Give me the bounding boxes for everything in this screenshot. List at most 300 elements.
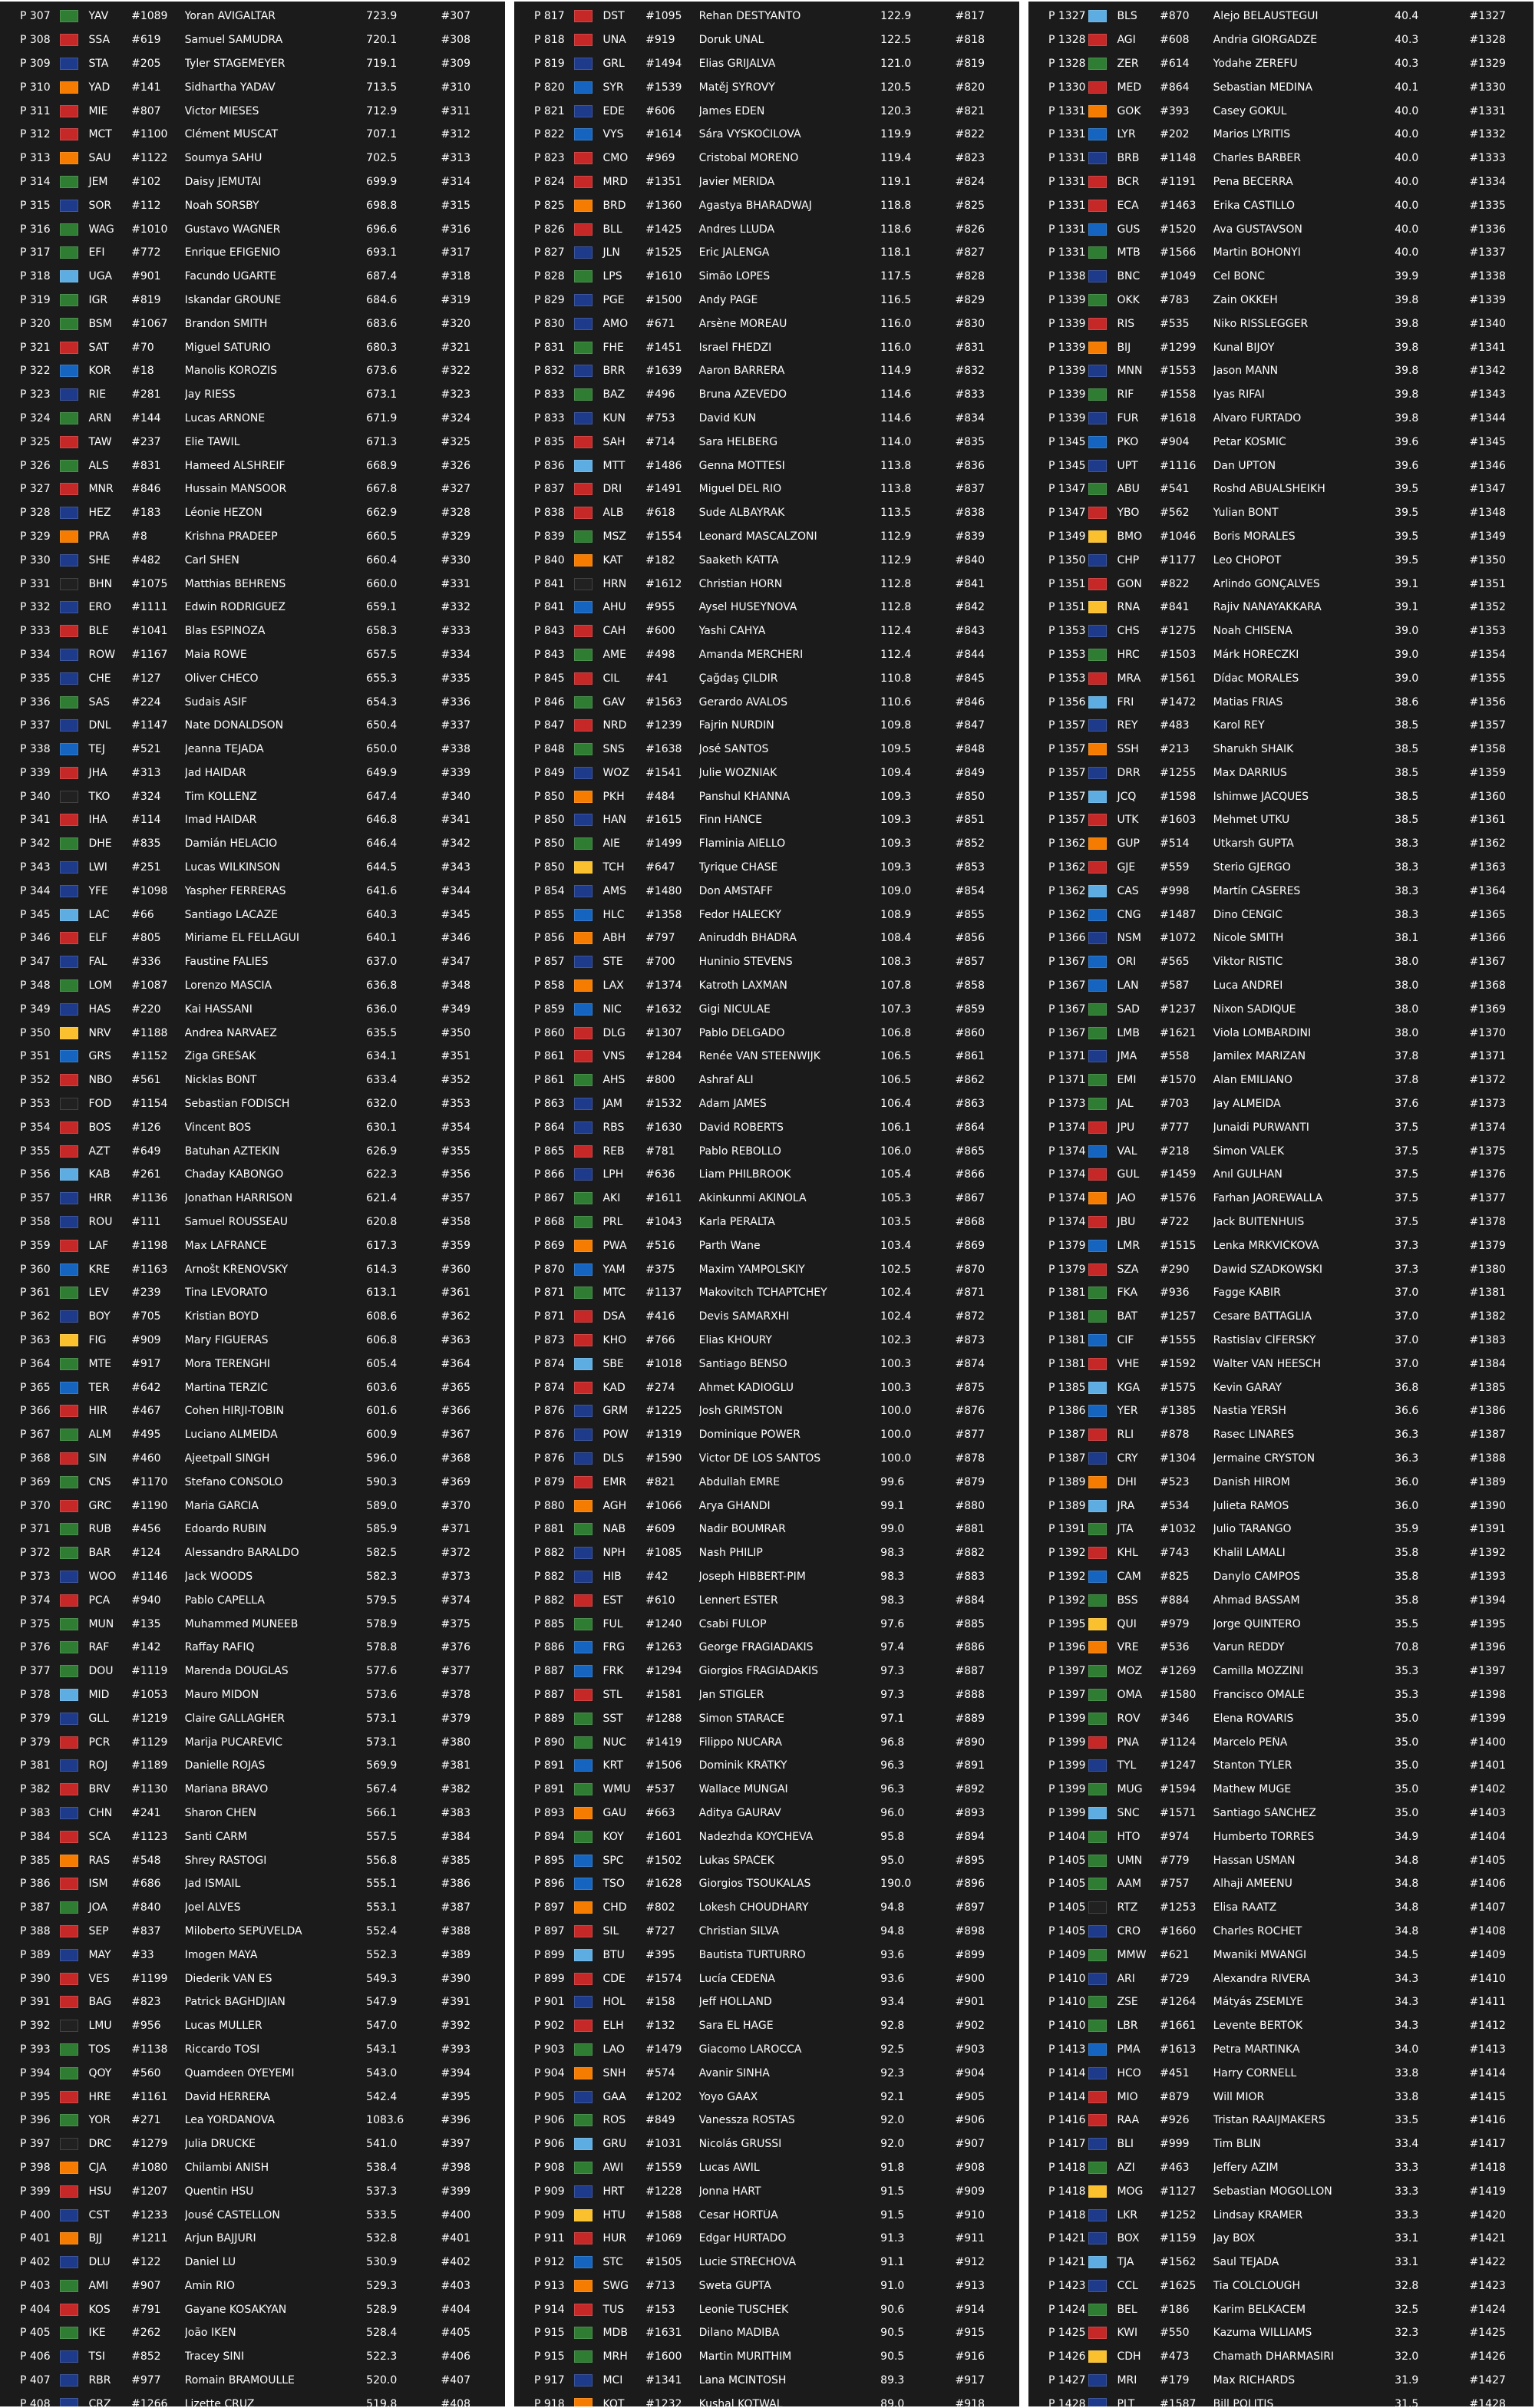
player-name: Charles BARBER xyxy=(1213,152,1301,165)
table-row xyxy=(514,1163,1019,1187)
place-label: P 370 xyxy=(20,1499,51,1512)
player-number: #261 xyxy=(131,1168,161,1181)
country-flag-icon xyxy=(1088,1571,1107,1583)
country-code: SAT xyxy=(88,341,109,354)
place-label: P 365 xyxy=(20,1381,51,1394)
table-row xyxy=(0,1470,505,1494)
player-rank: #315 xyxy=(441,199,470,212)
player-score: 100.3 xyxy=(880,1381,912,1394)
table-row xyxy=(514,335,1019,359)
place-label: P 1391 xyxy=(1048,1523,1086,1536)
table-row xyxy=(0,1754,505,1778)
player-name: Luciano ALMEIDA xyxy=(184,1429,278,1442)
country-code: ROU xyxy=(88,1216,113,1229)
country-code: CRY xyxy=(1117,1452,1138,1465)
player-name: Edoardo RUBIN xyxy=(184,1523,267,1536)
table-row xyxy=(1028,2227,1533,2251)
country-flag-icon xyxy=(574,1878,593,1890)
table-row xyxy=(0,2321,505,2345)
country-code: AGI xyxy=(1117,34,1136,47)
flag-cell xyxy=(574,1240,600,1252)
flag-cell xyxy=(574,719,600,732)
flag-cell xyxy=(574,1500,600,1512)
player-rank: #817 xyxy=(955,10,985,23)
player-name: Muhammed MUNEEB xyxy=(184,1617,299,1630)
player-rank: #1343 xyxy=(1469,388,1506,401)
place-label: P 908 xyxy=(534,2161,565,2174)
player-name: Jorge QUINTERO xyxy=(1213,1617,1301,1630)
player-name: Mary FIGUERAS xyxy=(184,1334,269,1347)
player-name: Nate DONALDSON xyxy=(184,719,284,732)
player-name: Mehmet UTKU xyxy=(1213,814,1290,827)
place-label: P 385 xyxy=(20,1854,51,1867)
place-label: P 1357 xyxy=(1048,766,1086,779)
flag-cell xyxy=(574,1027,600,1039)
flag-cell xyxy=(1088,767,1114,779)
player-number: #757 xyxy=(1160,1878,1190,1891)
country-flag-icon xyxy=(1088,767,1107,779)
player-number: #1087 xyxy=(131,979,168,993)
table-row xyxy=(1028,2297,1533,2321)
country-flag-icon xyxy=(574,1759,593,1772)
flag-cell xyxy=(1088,318,1114,330)
country-code: SWG xyxy=(602,2279,629,2292)
table-row xyxy=(0,1920,505,1944)
player-number: #561 xyxy=(131,1074,161,1087)
flag-cell xyxy=(60,1973,86,1985)
player-name: James EDEN xyxy=(698,104,765,117)
country-flag-icon xyxy=(574,460,593,472)
player-name: Diederik VAN ES xyxy=(184,1972,272,1985)
country-code: TAW xyxy=(88,435,112,448)
table-row xyxy=(1028,1021,1533,1045)
player-name: Hassan USMAN xyxy=(1213,1854,1296,1867)
country-code: MAY xyxy=(88,1948,111,1961)
place-label: P 335 xyxy=(20,672,51,685)
player-number: #1240 xyxy=(645,1617,682,1630)
flag-cell xyxy=(60,1121,86,1134)
player-score: 40.0 xyxy=(1395,199,1419,212)
country-flag-icon xyxy=(1088,530,1107,543)
player-score: 39.8 xyxy=(1395,341,1419,354)
country-code: UPT xyxy=(1117,459,1138,472)
player-rank: #917 xyxy=(955,2374,985,2387)
country-code: KHL xyxy=(1117,1547,1138,1560)
player-name: Mauro MIDON xyxy=(184,1688,259,1701)
table-row xyxy=(1028,1069,1533,1092)
player-number: #1532 xyxy=(645,1098,682,1111)
country-code: ROW xyxy=(88,648,116,661)
player-number: #1130 xyxy=(131,1783,168,1796)
country-flag-icon xyxy=(1088,388,1107,401)
flag-cell xyxy=(60,791,86,803)
country-flag-icon xyxy=(574,649,593,661)
player-score: 106.5 xyxy=(880,1074,912,1087)
player-rank: #1383 xyxy=(1469,1334,1506,1347)
table-row xyxy=(514,2321,1019,2345)
country-code: AWI xyxy=(602,2161,624,2174)
player-number: #753 xyxy=(645,411,675,424)
flag-cell xyxy=(60,1759,86,1772)
place-label: P 891 xyxy=(534,1783,565,1796)
place-label: P 314 xyxy=(20,175,51,188)
player-rank: #1394 xyxy=(1469,1594,1506,1607)
flag-cell xyxy=(574,2114,600,2126)
table-row xyxy=(0,335,505,359)
country-code: PLT xyxy=(1117,2397,1135,2406)
player-score: 112.9 xyxy=(880,553,912,566)
player-rank: #351 xyxy=(441,1050,470,1063)
player-number: #636 xyxy=(645,1168,675,1181)
flag-cell xyxy=(574,2327,600,2339)
country-flag-icon xyxy=(574,625,593,637)
country-code: EMI xyxy=(1117,1074,1137,1087)
flag-cell xyxy=(1088,1027,1114,1039)
player-number: #766 xyxy=(645,1334,675,1347)
player-rank: #372 xyxy=(441,1547,470,1560)
player-number: #1294 xyxy=(645,1665,682,1678)
table-row xyxy=(514,1376,1019,1399)
player-rank: #843 xyxy=(955,625,985,638)
flag-cell xyxy=(574,1168,600,1181)
country-code: RIF xyxy=(1117,388,1134,401)
player-name: Leonie TUSCHEK xyxy=(698,2303,789,2316)
player-score: 538.4 xyxy=(366,2161,398,2174)
player-score: 93.6 xyxy=(880,1948,905,1961)
player-name: Giacomo LAROCCA xyxy=(698,2043,802,2056)
player-name: Simon STARACE xyxy=(698,1712,784,1725)
place-label: P 358 xyxy=(20,1216,51,1229)
country-flag-icon xyxy=(1088,1121,1107,1134)
player-score: 33.5 xyxy=(1395,2114,1419,2127)
place-label: P 901 xyxy=(534,1996,565,2009)
player-rank: #892 xyxy=(955,1783,985,1796)
country-flag-icon xyxy=(1088,625,1107,637)
player-number: #956 xyxy=(131,2020,161,2033)
flag-cell xyxy=(60,1098,86,1110)
flag-cell xyxy=(60,270,86,282)
country-flag-icon xyxy=(574,1192,593,1204)
country-code: RIE xyxy=(88,388,107,401)
flag-cell xyxy=(1088,1358,1114,1370)
player-name: Dídac MORALES xyxy=(1213,672,1299,685)
flag-cell xyxy=(1088,2256,1114,2268)
country-code: JPU xyxy=(1117,1121,1135,1134)
player-rank: #318 xyxy=(441,270,470,283)
player-score: 109.5 xyxy=(880,743,912,756)
player-number: #1031 xyxy=(645,2138,682,2151)
table-row xyxy=(1028,1257,1533,1281)
player-score: 122.5 xyxy=(880,34,912,47)
country-flag-icon xyxy=(574,2114,593,2126)
player-score: 693.1 xyxy=(366,246,398,259)
table-row xyxy=(0,1329,505,1353)
place-label: P 1418 xyxy=(1048,2185,1086,2198)
player-score: 100.3 xyxy=(880,1357,912,1370)
player-score: 107.3 xyxy=(880,1003,912,1016)
country-flag-icon xyxy=(1088,1855,1107,1867)
player-number: #1237 xyxy=(1160,1003,1197,1016)
player-rank: #327 xyxy=(441,483,470,496)
flag-cell xyxy=(1088,1925,1114,1937)
country-flag-icon xyxy=(574,365,593,377)
table-row xyxy=(1028,1636,1533,1660)
flag-cell xyxy=(574,2398,600,2406)
player-number: #1053 xyxy=(131,1688,168,1701)
player-number: #618 xyxy=(645,507,675,520)
country-flag-icon xyxy=(574,1121,593,1134)
player-number: #1580 xyxy=(1160,1688,1197,1701)
place-label: P 334 xyxy=(20,648,51,661)
country-flag-icon xyxy=(60,1145,78,1158)
flag-cell xyxy=(574,2304,600,2316)
table-row xyxy=(0,501,505,525)
country-code: MSZ xyxy=(602,530,627,543)
place-label: P 914 xyxy=(534,2303,565,2316)
country-code: HOL xyxy=(602,1996,626,2009)
player-score: 39.5 xyxy=(1395,530,1419,543)
place-label: P 1362 xyxy=(1048,837,1086,851)
player-number: #1463 xyxy=(1160,199,1197,212)
country-flag-icon xyxy=(60,1783,78,1795)
player-number: #846 xyxy=(131,483,161,496)
country-code: LAF xyxy=(88,1239,109,1252)
place-label: P 1389 xyxy=(1048,1499,1086,1512)
country-flag-icon xyxy=(1088,601,1107,613)
flag-cell xyxy=(1088,1382,1114,1394)
country-code: GLL xyxy=(88,1712,109,1725)
player-score: 528.9 xyxy=(366,2303,398,2316)
player-name: Tia COLCLOUGH xyxy=(1213,2279,1301,2292)
table-row xyxy=(1028,1470,1533,1494)
player-number: #1487 xyxy=(1160,908,1197,921)
player-rank: #830 xyxy=(955,317,985,330)
country-flag-icon xyxy=(574,814,593,826)
country-code: RBS xyxy=(602,1121,625,1134)
player-name: Lucas ARNONE xyxy=(184,411,266,424)
player-score: 34.0 xyxy=(1395,2043,1419,2056)
player-number: #1499 xyxy=(645,837,682,851)
place-label: P 360 xyxy=(20,1263,51,1276)
country-flag-icon xyxy=(60,2067,78,2079)
player-number: #1177 xyxy=(1160,553,1197,566)
player-name: Santiago BENSO xyxy=(698,1357,787,1370)
table-row xyxy=(514,784,1019,808)
place-label: P 1404 xyxy=(1048,1830,1086,1843)
player-number: #1638 xyxy=(645,743,682,756)
place-label: P 1331 xyxy=(1048,175,1086,188)
country-code: GAU xyxy=(602,1806,627,1819)
player-name: Julieta RAMOS xyxy=(1213,1499,1289,1512)
player-rank: #891 xyxy=(955,1759,985,1772)
country-code: KOS xyxy=(88,2303,111,2316)
player-rank: #1382 xyxy=(1469,1310,1506,1323)
table-row xyxy=(0,1352,505,1376)
player-name: Andy PAGE xyxy=(698,293,758,306)
country-code: JAL xyxy=(1117,1098,1134,1111)
place-label: P 839 xyxy=(534,530,565,543)
country-flag-icon xyxy=(1088,554,1107,566)
table-row xyxy=(1028,265,1533,289)
flag-cell xyxy=(574,105,600,117)
player-name: Matthias BEHRENS xyxy=(184,577,286,590)
flag-cell xyxy=(1088,1878,1114,1890)
player-score: 37.5 xyxy=(1395,1192,1419,1205)
player-score: 39.9 xyxy=(1395,270,1419,283)
flag-cell xyxy=(60,1500,86,1512)
country-flag-icon xyxy=(574,2091,593,2103)
place-label: P 831 xyxy=(534,341,565,354)
country-code: FKA xyxy=(1117,1287,1138,1300)
place-label: P 315 xyxy=(20,199,51,212)
player-rank: #1339 xyxy=(1469,293,1506,306)
country-code: AMS xyxy=(602,884,626,897)
player-rank: #1409 xyxy=(1469,1948,1506,1961)
flag-cell xyxy=(60,2114,86,2126)
place-label: P 1351 xyxy=(1048,577,1086,590)
player-rank: #838 xyxy=(955,507,985,520)
country-code: JHA xyxy=(88,766,107,779)
place-label: P 330 xyxy=(20,553,51,566)
player-score: 32.0 xyxy=(1395,2350,1419,2363)
player-rank: #348 xyxy=(441,979,470,993)
player-score: 606.8 xyxy=(366,1334,398,1347)
place-label: P 843 xyxy=(534,625,565,638)
player-score: 608.6 xyxy=(366,1310,398,1323)
player-number: #274 xyxy=(645,1381,675,1394)
player-number: #8 xyxy=(131,530,147,543)
player-rank: #842 xyxy=(955,601,985,614)
country-flag-icon xyxy=(1088,956,1107,968)
country-code: CST xyxy=(88,2208,110,2221)
flag-cell xyxy=(574,861,600,874)
player-rank: #823 xyxy=(955,152,985,165)
table-row xyxy=(0,666,505,690)
player-score: 719.1 xyxy=(366,57,398,70)
flag-cell xyxy=(1088,388,1114,401)
flag-cell xyxy=(1088,2020,1114,2032)
player-name: Csabi FÜLÖP xyxy=(698,1617,767,1630)
player-rank: #353 xyxy=(441,1098,470,1111)
player-rank: #393 xyxy=(441,2043,470,2056)
country-flag-icon xyxy=(574,837,593,850)
player-score: 100.0 xyxy=(880,1429,912,1442)
table-row xyxy=(1028,738,1533,761)
player-number: #1505 xyxy=(645,2256,682,2269)
place-label: P 318 xyxy=(20,270,51,283)
player-name: José SANTOS xyxy=(698,743,769,756)
flag-cell xyxy=(60,578,86,590)
flag-cell xyxy=(574,791,600,803)
player-rank: #1353 xyxy=(1469,625,1506,638)
player-number: #534 xyxy=(1160,1499,1190,1512)
player-name: Katroth LAXMAN xyxy=(698,979,787,993)
flag-cell xyxy=(60,2304,86,2316)
player-score: 94.8 xyxy=(880,1924,905,1937)
player-name: Quentin HSU xyxy=(184,2185,254,2198)
place-label: P 377 xyxy=(20,1665,51,1678)
player-rank: #1348 xyxy=(1469,507,1506,520)
player-number: #1288 xyxy=(645,1712,682,1725)
flag-cell xyxy=(1088,1476,1114,1488)
country-code: MUN xyxy=(88,1617,114,1630)
player-number: #523 xyxy=(1160,1475,1190,1488)
player-number: #1611 xyxy=(645,1192,682,1205)
player-score: 620.8 xyxy=(366,1216,398,1229)
player-number: #870 xyxy=(1160,10,1190,23)
player-rank: #396 xyxy=(441,2114,470,2127)
country-code: JRA xyxy=(1117,1499,1135,1512)
player-name: Elie TAWIL xyxy=(184,435,240,448)
player-score: 646.4 xyxy=(366,837,398,851)
place-label: P 1374 xyxy=(1048,1192,1086,1205)
player-rank: #1344 xyxy=(1469,411,1506,424)
player-name: Batuhan AZTEKIN xyxy=(184,1145,280,1158)
player-rank: #870 xyxy=(955,1263,985,1276)
player-number: #239 xyxy=(131,1287,161,1300)
player-rank: #1385 xyxy=(1469,1381,1506,1394)
player-number: #186 xyxy=(1160,2303,1190,2316)
flag-cell xyxy=(60,1358,86,1370)
country-code: SSH xyxy=(1117,743,1139,756)
player-name: Fedor HALECKÝ xyxy=(698,908,781,921)
player-rank: #857 xyxy=(955,956,985,969)
country-flag-icon xyxy=(60,1358,78,1370)
country-code: TKO xyxy=(88,790,111,803)
flag-cell xyxy=(574,2209,600,2221)
flag-cell xyxy=(574,10,600,22)
player-rank: #856 xyxy=(955,932,985,945)
country-code: GJE xyxy=(1117,861,1136,874)
country-flag-icon xyxy=(60,460,78,472)
flag-cell xyxy=(574,1594,600,1607)
country-flag-icon xyxy=(60,1547,78,1559)
country-flag-icon xyxy=(1088,1831,1107,1843)
player-name: Jad HAIDAR xyxy=(184,766,246,779)
place-label: P 333 xyxy=(20,625,51,638)
player-name: Boris MORALES xyxy=(1213,530,1296,543)
player-score: 38.3 xyxy=(1395,861,1419,874)
country-code: PNA xyxy=(1117,1736,1139,1749)
player-rank: #1412 xyxy=(1469,2020,1506,2033)
player-name: Sára VYSKOČILOVÁ xyxy=(698,128,801,141)
player-name: Sharon CHEN xyxy=(184,1806,256,1819)
player-score: 573.6 xyxy=(366,1688,398,1701)
table-row xyxy=(514,2227,1019,2251)
place-label: P 1362 xyxy=(1048,861,1086,874)
country-flag-icon xyxy=(1088,578,1107,590)
player-number: #1043 xyxy=(645,1216,682,1229)
player-number: #840 xyxy=(131,1901,161,1914)
player-name: Arya GHANDI xyxy=(698,1499,771,1512)
player-name: Leo CHOPOT xyxy=(1213,553,1282,566)
place-label: P 896 xyxy=(534,1878,565,1891)
country-flag-icon xyxy=(1088,460,1107,472)
country-flag-icon xyxy=(60,1476,78,1488)
country-code: DOU xyxy=(88,1665,114,1678)
flag-cell xyxy=(574,318,600,330)
place-label: P 1374 xyxy=(1048,1216,1086,1229)
table-row xyxy=(514,2061,1019,2085)
player-rank: #359 xyxy=(441,1239,470,1252)
player-rank: #905 xyxy=(955,2090,985,2103)
player-score: 40.4 xyxy=(1395,10,1419,23)
player-number: #1199 xyxy=(131,1972,168,1985)
player-name: Utkarsh GUPTA xyxy=(1213,837,1294,851)
place-label: P 850 xyxy=(534,814,565,827)
country-code: LPH xyxy=(602,1168,624,1181)
table-row xyxy=(0,312,505,335)
